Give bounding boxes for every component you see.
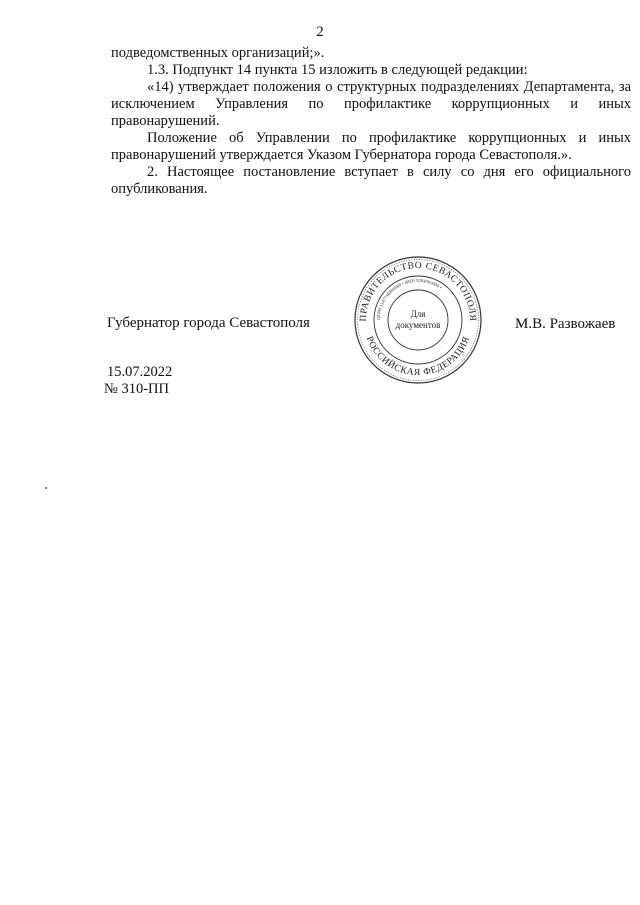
seal-inner-text: ОГРН 1147746000000 • ИНН 9204000000 • xyxy=(375,277,443,321)
svg-text:ОГРН 1147746000000 • ИНН 92040 xyxy=(376,278,443,320)
document-body xyxy=(111,45,631,198)
document-number: № 310-ПП xyxy=(104,381,169,397)
paragraph-clause-1-3: 1.3. Подпункт 14 пункта 15 изложить в следующей редакции: xyxy=(147,62,528,78)
seal-stamp-icon xyxy=(353,255,483,385)
paragraph-effective-date: 2. Настоящее постановление вступает в силу со дня его официального опубликования. xyxy=(111,164,631,197)
signer-position: Губернатор города Севастополя xyxy=(107,315,310,331)
page-number: 2 xyxy=(316,24,324,40)
paragraph-regulation-note: Положение об Управлении по профилактике коррупционных и иных правонарушений утверждается Указом Губернатора города Севастополя.». xyxy=(111,130,631,163)
seal-center-line2: документов xyxy=(395,320,441,330)
scan-speck xyxy=(45,487,47,489)
paragraph-subclause-14: «14) утверждает положения о структурных подразделениях Департамента, за исключением Управления по профилактике коррупционных и иных правонарушений. xyxy=(111,79,631,129)
seal-center-line1: Для xyxy=(410,309,426,319)
seal-bottom-text: РОССИЙСКАЯ ФЕДЕРАЦИЯ xyxy=(363,335,473,379)
document-date: 15.07.2022 xyxy=(107,364,173,380)
paragraph-continuation: подведомственных организаций;». xyxy=(111,45,325,61)
signer-name: М.В. Развожаев xyxy=(515,316,616,332)
official-seal xyxy=(353,255,483,385)
seal-outer-text: ПРАВИТЕЛЬСТВО СЕВАСТОПОЛЯ xyxy=(358,260,478,322)
